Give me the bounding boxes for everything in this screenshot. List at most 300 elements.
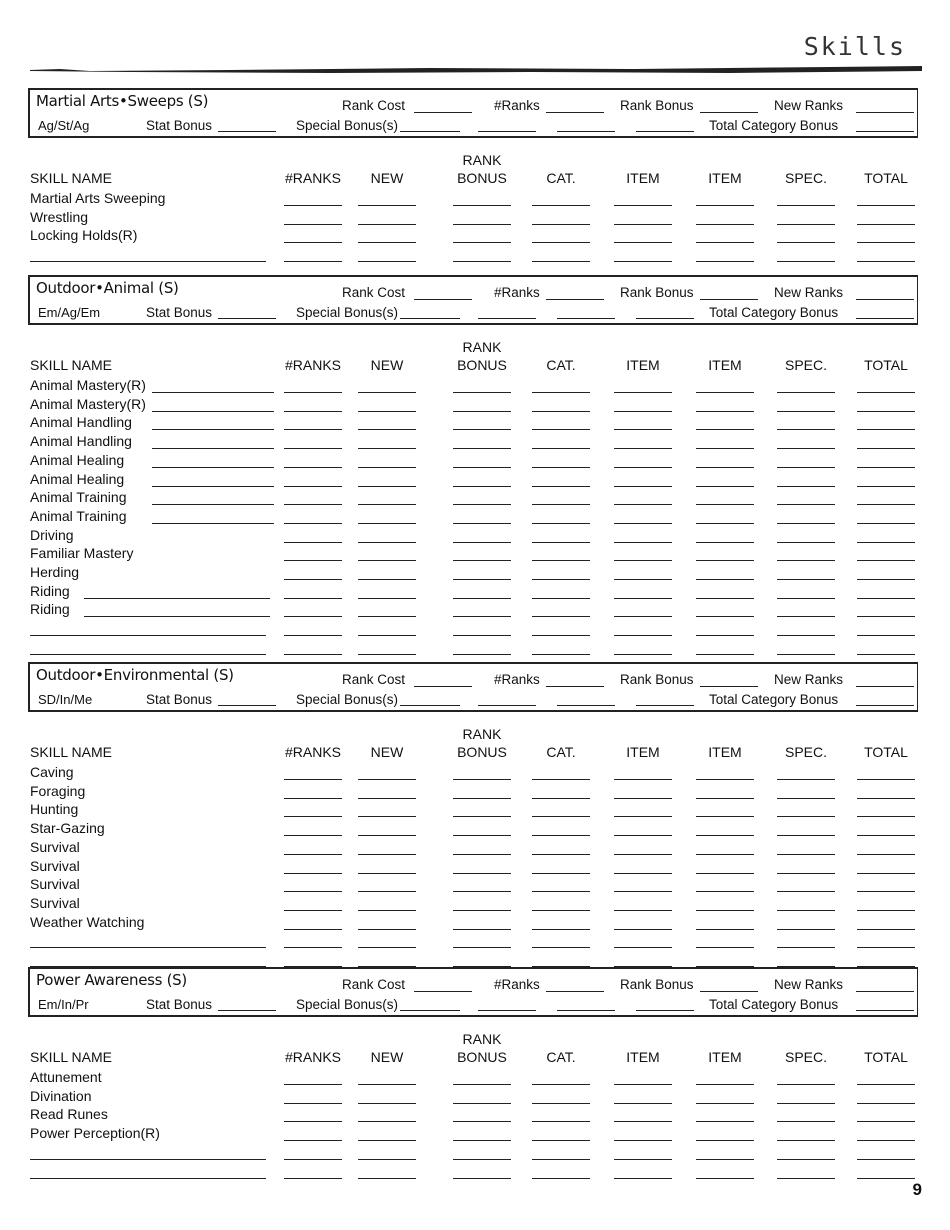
skill-cat-field[interactable] [532, 816, 590, 817]
skill-spec-field[interactable] [777, 1084, 835, 1085]
skill-bonus-field[interactable] [453, 654, 511, 655]
skill-ranks-field[interactable] [284, 816, 342, 817]
skill-specialization-field[interactable] [152, 411, 274, 412]
skill-total-field[interactable] [857, 947, 915, 948]
skill-neww-field[interactable] [358, 560, 416, 561]
skill-ranks-field[interactable] [284, 1121, 342, 1122]
skill-bonus-field[interactable] [453, 205, 511, 206]
skill-item2-field[interactable] [696, 854, 754, 855]
rank-bonus-field[interactable] [700, 686, 758, 687]
skill-total-field[interactable] [857, 1159, 915, 1160]
skill-ranks-field[interactable] [284, 542, 342, 543]
skill-ranks-field[interactable] [284, 598, 342, 599]
skill-item1-field[interactable] [614, 779, 672, 780]
skill-neww-field[interactable] [358, 1159, 416, 1160]
skill-ranks-field[interactable] [284, 486, 342, 487]
skill-cat-field[interactable] [532, 486, 590, 487]
skill-item1-field[interactable] [614, 947, 672, 948]
special-bonus-field[interactable] [400, 131, 460, 132]
rank-cost-field[interactable] [414, 686, 472, 687]
skill-item1-field[interactable] [614, 242, 672, 243]
skill-cat-field[interactable] [532, 654, 590, 655]
skill-item2-field[interactable] [696, 1084, 754, 1085]
skill-neww-field[interactable] [358, 1103, 416, 1104]
skill-specialization-field[interactable] [152, 392, 274, 393]
skill-bonus-field[interactable] [453, 429, 511, 430]
skill-cat-field[interactable] [532, 910, 590, 911]
skill-neww-field[interactable] [358, 635, 416, 636]
skill-ranks-field[interactable] [284, 448, 342, 449]
skill-total-field[interactable] [857, 224, 915, 225]
skill-spec-field[interactable] [777, 1178, 835, 1179]
skill-item2-field[interactable] [696, 242, 754, 243]
special-bonus-field-3[interactable] [557, 705, 615, 706]
skill-cat-field[interactable] [532, 873, 590, 874]
new-ranks-field[interactable] [856, 991, 914, 992]
skill-specialization-field[interactable] [84, 598, 270, 599]
skill-spec-field[interactable] [777, 654, 835, 655]
skill-cat-field[interactable] [532, 1103, 590, 1104]
skill-cat-field[interactable] [532, 616, 590, 617]
special-bonus-field-2[interactable] [478, 131, 536, 132]
skill-item1-field[interactable] [614, 798, 672, 799]
skill-ranks-field[interactable] [284, 654, 342, 655]
skill-specialization-field[interactable] [84, 616, 270, 617]
skill-item1-field[interactable] [614, 929, 672, 930]
skill-spec-field[interactable] [777, 467, 835, 468]
skill-bonus-field[interactable] [453, 579, 511, 580]
skill-cat-field[interactable] [532, 411, 590, 412]
skill-total-field[interactable] [857, 1103, 915, 1104]
skill-ranks-field[interactable] [284, 929, 342, 930]
skill-neww-field[interactable] [358, 816, 416, 817]
skill-item1-field[interactable] [614, 224, 672, 225]
skill-total-field[interactable] [857, 654, 915, 655]
blank-skill-name-field[interactable] [30, 1159, 266, 1160]
skill-cat-field[interactable] [532, 1121, 590, 1122]
skill-cat-field[interactable] [532, 1159, 590, 1160]
skill-cat-field[interactable] [532, 947, 590, 948]
skill-total-field[interactable] [857, 242, 915, 243]
skill-item1-field[interactable] [614, 448, 672, 449]
skill-spec-field[interactable] [777, 392, 835, 393]
skill-item1-field[interactable] [614, 205, 672, 206]
skill-item2-field[interactable] [696, 448, 754, 449]
skill-item2-field[interactable] [696, 929, 754, 930]
skill-spec-field[interactable] [777, 523, 835, 524]
skill-cat-field[interactable] [532, 1084, 590, 1085]
skill-item1-field[interactable] [614, 486, 672, 487]
skill-bonus-field[interactable] [453, 891, 511, 892]
skill-item2-field[interactable] [696, 1140, 754, 1141]
skill-bonus-field[interactable] [453, 910, 511, 911]
skill-cat-field[interactable] [532, 467, 590, 468]
skill-bonus-field[interactable] [453, 635, 511, 636]
skill-ranks-field[interactable] [284, 205, 342, 206]
skill-bonus-field[interactable] [453, 873, 511, 874]
skill-bonus-field[interactable] [453, 929, 511, 930]
skill-total-field[interactable] [857, 891, 915, 892]
skill-item2-field[interactable] [696, 205, 754, 206]
skill-cat-field[interactable] [532, 579, 590, 580]
total-category-bonus-field[interactable] [856, 131, 914, 132]
skill-ranks-field[interactable] [284, 635, 342, 636]
skill-bonus-field[interactable] [453, 947, 511, 948]
skill-ranks-field[interactable] [284, 429, 342, 430]
skill-cat-field[interactable] [532, 854, 590, 855]
skill-neww-field[interactable] [358, 504, 416, 505]
skill-item2-field[interactable] [696, 891, 754, 892]
special-bonus-field[interactable] [400, 705, 460, 706]
special-bonus-field-4[interactable] [636, 318, 694, 319]
ranks-field[interactable] [546, 991, 604, 992]
skill-ranks-field[interactable] [284, 835, 342, 836]
skill-cat-field[interactable] [532, 429, 590, 430]
skill-neww-field[interactable] [358, 929, 416, 930]
skill-total-field[interactable] [857, 523, 915, 524]
skill-total-field[interactable] [857, 486, 915, 487]
skill-neww-field[interactable] [358, 779, 416, 780]
blank-skill-name-field[interactable] [30, 654, 266, 655]
special-bonus-field-2[interactable] [478, 318, 536, 319]
skill-cat-field[interactable] [532, 542, 590, 543]
skill-item1-field[interactable] [614, 1084, 672, 1085]
skill-item1-field[interactable] [614, 504, 672, 505]
special-bonus-field-3[interactable] [557, 318, 615, 319]
special-bonus-field-2[interactable] [478, 1010, 536, 1011]
skill-item1-field[interactable] [614, 560, 672, 561]
skill-ranks-field[interactable] [284, 1140, 342, 1141]
rank-cost-field[interactable] [414, 112, 472, 113]
skill-item1-field[interactable] [614, 873, 672, 874]
skill-total-field[interactable] [857, 1140, 915, 1141]
skill-neww-field[interactable] [358, 205, 416, 206]
skill-item2-field[interactable] [696, 467, 754, 468]
skill-item2-field[interactable] [696, 1159, 754, 1160]
skill-ranks-field[interactable] [284, 947, 342, 948]
skill-item1-field[interactable] [614, 1121, 672, 1122]
skill-total-field[interactable] [857, 598, 915, 599]
skill-bonus-field[interactable] [453, 467, 511, 468]
skill-ranks-field[interactable] [284, 1178, 342, 1179]
skill-cat-field[interactable] [532, 392, 590, 393]
skill-cat-field[interactable] [532, 560, 590, 561]
skill-item1-field[interactable] [614, 429, 672, 430]
skill-spec-field[interactable] [777, 1103, 835, 1104]
skill-ranks-field[interactable] [284, 779, 342, 780]
skill-item2-field[interactable] [696, 779, 754, 780]
skill-item2-field[interactable] [696, 798, 754, 799]
skill-item2-field[interactable] [696, 523, 754, 524]
skill-specialization-field[interactable] [152, 486, 274, 487]
skill-neww-field[interactable] [358, 1140, 416, 1141]
skill-spec-field[interactable] [777, 429, 835, 430]
skill-spec-field[interactable] [777, 835, 835, 836]
skill-bonus-field[interactable] [453, 854, 511, 855]
skill-specialization-field[interactable] [152, 429, 274, 430]
skill-ranks-field[interactable] [284, 579, 342, 580]
skill-item1-field[interactable] [614, 635, 672, 636]
skill-item2-field[interactable] [696, 486, 754, 487]
skill-cat-field[interactable] [532, 261, 590, 262]
skill-item2-field[interactable] [696, 560, 754, 561]
skill-neww-field[interactable] [358, 947, 416, 948]
skill-total-field[interactable] [857, 873, 915, 874]
skill-cat-field[interactable] [532, 779, 590, 780]
skill-total-field[interactable] [857, 429, 915, 430]
skill-bonus-field[interactable] [453, 1178, 511, 1179]
skill-ranks-field[interactable] [284, 224, 342, 225]
blank-skill-name-field[interactable] [30, 635, 266, 636]
total-category-bonus-field[interactable] [856, 705, 914, 706]
skill-spec-field[interactable] [777, 873, 835, 874]
special-bonus-field-3[interactable] [557, 1010, 615, 1011]
skill-ranks-field[interactable] [284, 910, 342, 911]
skill-ranks-field[interactable] [284, 891, 342, 892]
skill-item1-field[interactable] [614, 542, 672, 543]
skill-total-field[interactable] [857, 816, 915, 817]
skill-ranks-field[interactable] [284, 873, 342, 874]
skill-total-field[interactable] [857, 579, 915, 580]
skill-item2-field[interactable] [696, 873, 754, 874]
skill-neww-field[interactable] [358, 598, 416, 599]
skill-bonus-field[interactable] [453, 598, 511, 599]
skill-item1-field[interactable] [614, 411, 672, 412]
skill-total-field[interactable] [857, 261, 915, 262]
skill-neww-field[interactable] [358, 467, 416, 468]
skill-cat-field[interactable] [532, 205, 590, 206]
skill-spec-field[interactable] [777, 910, 835, 911]
blank-skill-name-field[interactable] [30, 947, 266, 948]
skill-neww-field[interactable] [358, 392, 416, 393]
special-bonus-field-3[interactable] [557, 131, 615, 132]
skill-spec-field[interactable] [777, 542, 835, 543]
skill-ranks-field[interactable] [284, 523, 342, 524]
skill-total-field[interactable] [857, 1178, 915, 1179]
skill-cat-field[interactable] [532, 448, 590, 449]
skill-item1-field[interactable] [614, 579, 672, 580]
skill-ranks-field[interactable] [284, 616, 342, 617]
skill-ranks-field[interactable] [284, 798, 342, 799]
skill-neww-field[interactable] [358, 1178, 416, 1179]
skill-item2-field[interactable] [696, 392, 754, 393]
skill-cat-field[interactable] [532, 1140, 590, 1141]
total-category-bonus-field[interactable] [856, 1010, 914, 1011]
stat-bonus-field[interactable] [218, 705, 276, 706]
skill-neww-field[interactable] [358, 873, 416, 874]
skill-bonus-field[interactable] [453, 411, 511, 412]
skill-item1-field[interactable] [614, 598, 672, 599]
rank-bonus-field[interactable] [700, 299, 758, 300]
skill-cat-field[interactable] [532, 504, 590, 505]
skill-neww-field[interactable] [358, 798, 416, 799]
skill-ranks-field[interactable] [284, 504, 342, 505]
skill-item1-field[interactable] [614, 1140, 672, 1141]
skill-bonus-field[interactable] [453, 242, 511, 243]
skill-spec-field[interactable] [777, 579, 835, 580]
skill-bonus-field[interactable] [453, 616, 511, 617]
skill-total-field[interactable] [857, 392, 915, 393]
skill-bonus-field[interactable] [453, 448, 511, 449]
skill-bonus-field[interactable] [453, 1159, 511, 1160]
skill-item1-field[interactable] [614, 261, 672, 262]
skill-spec-field[interactable] [777, 891, 835, 892]
skill-neww-field[interactable] [358, 1084, 416, 1085]
stat-bonus-field[interactable] [218, 131, 276, 132]
skill-total-field[interactable] [857, 411, 915, 412]
skill-total-field[interactable] [857, 205, 915, 206]
skill-spec-field[interactable] [777, 816, 835, 817]
skill-spec-field[interactable] [777, 504, 835, 505]
skill-item2-field[interactable] [696, 1121, 754, 1122]
skill-cat-field[interactable] [532, 891, 590, 892]
skill-bonus-field[interactable] [453, 835, 511, 836]
special-bonus-field-4[interactable] [636, 1010, 694, 1011]
skill-item1-field[interactable] [614, 1103, 672, 1104]
skill-spec-field[interactable] [777, 560, 835, 561]
skill-bonus-field[interactable] [453, 1121, 511, 1122]
skill-neww-field[interactable] [358, 579, 416, 580]
skill-specialization-field[interactable] [152, 523, 274, 524]
skill-item2-field[interactable] [696, 947, 754, 948]
skill-item1-field[interactable] [614, 523, 672, 524]
skill-neww-field[interactable] [358, 261, 416, 262]
skill-item2-field[interactable] [696, 816, 754, 817]
skill-neww-field[interactable] [358, 542, 416, 543]
skill-cat-field[interactable] [532, 523, 590, 524]
skill-cat-field[interactable] [532, 598, 590, 599]
skill-bonus-field[interactable] [453, 560, 511, 561]
skill-total-field[interactable] [857, 635, 915, 636]
rank-bonus-field[interactable] [700, 112, 758, 113]
skill-neww-field[interactable] [358, 1121, 416, 1122]
skill-item1-field[interactable] [614, 654, 672, 655]
skill-spec-field[interactable] [777, 929, 835, 930]
skill-item2-field[interactable] [696, 616, 754, 617]
skill-ranks-field[interactable] [284, 1084, 342, 1085]
skill-bonus-field[interactable] [453, 1103, 511, 1104]
skill-neww-field[interactable] [358, 242, 416, 243]
skill-item1-field[interactable] [614, 835, 672, 836]
skill-ranks-field[interactable] [284, 261, 342, 262]
skill-neww-field[interactable] [358, 411, 416, 412]
skill-cat-field[interactable] [532, 635, 590, 636]
skill-item2-field[interactable] [696, 1178, 754, 1179]
skill-ranks-field[interactable] [284, 467, 342, 468]
skill-item2-field[interactable] [696, 1103, 754, 1104]
skill-bonus-field[interactable] [453, 1140, 511, 1141]
skill-ranks-field[interactable] [284, 242, 342, 243]
skill-item1-field[interactable] [614, 854, 672, 855]
skill-total-field[interactable] [857, 542, 915, 543]
stat-bonus-field[interactable] [218, 1010, 276, 1011]
special-bonus-field-4[interactable] [636, 705, 694, 706]
total-category-bonus-field[interactable] [856, 318, 914, 319]
skill-cat-field[interactable] [532, 224, 590, 225]
skill-neww-field[interactable] [358, 891, 416, 892]
skill-neww-field[interactable] [358, 616, 416, 617]
skill-total-field[interactable] [857, 1084, 915, 1085]
skill-neww-field[interactable] [358, 910, 416, 911]
skill-total-field[interactable] [857, 910, 915, 911]
skill-spec-field[interactable] [777, 635, 835, 636]
skill-spec-field[interactable] [777, 486, 835, 487]
skill-item2-field[interactable] [696, 261, 754, 262]
skill-spec-field[interactable] [777, 947, 835, 948]
skill-bonus-field[interactable] [453, 504, 511, 505]
skill-item2-field[interactable] [696, 635, 754, 636]
skill-item1-field[interactable] [614, 1159, 672, 1160]
special-bonus-field[interactable] [400, 318, 460, 319]
ranks-field[interactable] [546, 299, 604, 300]
skill-total-field[interactable] [857, 616, 915, 617]
skill-neww-field[interactable] [358, 835, 416, 836]
skill-bonus-field[interactable] [453, 1084, 511, 1085]
skill-spec-field[interactable] [777, 616, 835, 617]
new-ranks-field[interactable] [856, 686, 914, 687]
skill-total-field[interactable] [857, 560, 915, 561]
skill-total-field[interactable] [857, 1121, 915, 1122]
skill-item2-field[interactable] [696, 411, 754, 412]
skill-item1-field[interactable] [614, 392, 672, 393]
skill-neww-field[interactable] [358, 523, 416, 524]
skill-item1-field[interactable] [614, 616, 672, 617]
skill-specialization-field[interactable] [152, 448, 274, 449]
skill-ranks-field[interactable] [284, 1159, 342, 1160]
blank-skill-name-field[interactable] [30, 1178, 266, 1179]
skill-total-field[interactable] [857, 854, 915, 855]
skill-item1-field[interactable] [614, 467, 672, 468]
skill-cat-field[interactable] [532, 835, 590, 836]
stat-bonus-field[interactable] [218, 318, 276, 319]
skill-cat-field[interactable] [532, 929, 590, 930]
skill-spec-field[interactable] [777, 779, 835, 780]
skill-item2-field[interactable] [696, 504, 754, 505]
skill-item2-field[interactable] [696, 542, 754, 543]
skill-spec-field[interactable] [777, 205, 835, 206]
skill-total-field[interactable] [857, 798, 915, 799]
skill-cat-field[interactable] [532, 1178, 590, 1179]
skill-item1-field[interactable] [614, 816, 672, 817]
skill-spec-field[interactable] [777, 1140, 835, 1141]
skill-bonus-field[interactable] [453, 816, 511, 817]
skill-item2-field[interactable] [696, 598, 754, 599]
skill-neww-field[interactable] [358, 224, 416, 225]
skill-total-field[interactable] [857, 504, 915, 505]
skill-spec-field[interactable] [777, 1159, 835, 1160]
skill-ranks-field[interactable] [284, 411, 342, 412]
special-bonus-field[interactable] [400, 1010, 460, 1011]
ranks-field[interactable] [546, 112, 604, 113]
skill-ranks-field[interactable] [284, 854, 342, 855]
skill-neww-field[interactable] [358, 448, 416, 449]
skill-spec-field[interactable] [777, 854, 835, 855]
skill-total-field[interactable] [857, 448, 915, 449]
skill-cat-field[interactable] [532, 242, 590, 243]
skill-spec-field[interactable] [777, 242, 835, 243]
rank-cost-field[interactable] [414, 299, 472, 300]
skill-bonus-field[interactable] [453, 392, 511, 393]
ranks-field[interactable] [546, 686, 604, 687]
skill-ranks-field[interactable] [284, 560, 342, 561]
skill-spec-field[interactable] [777, 261, 835, 262]
skill-bonus-field[interactable] [453, 779, 511, 780]
skill-bonus-field[interactable] [453, 542, 511, 543]
skill-bonus-field[interactable] [453, 523, 511, 524]
skill-spec-field[interactable] [777, 1121, 835, 1122]
skill-neww-field[interactable] [358, 854, 416, 855]
skill-item1-field[interactable] [614, 1178, 672, 1179]
